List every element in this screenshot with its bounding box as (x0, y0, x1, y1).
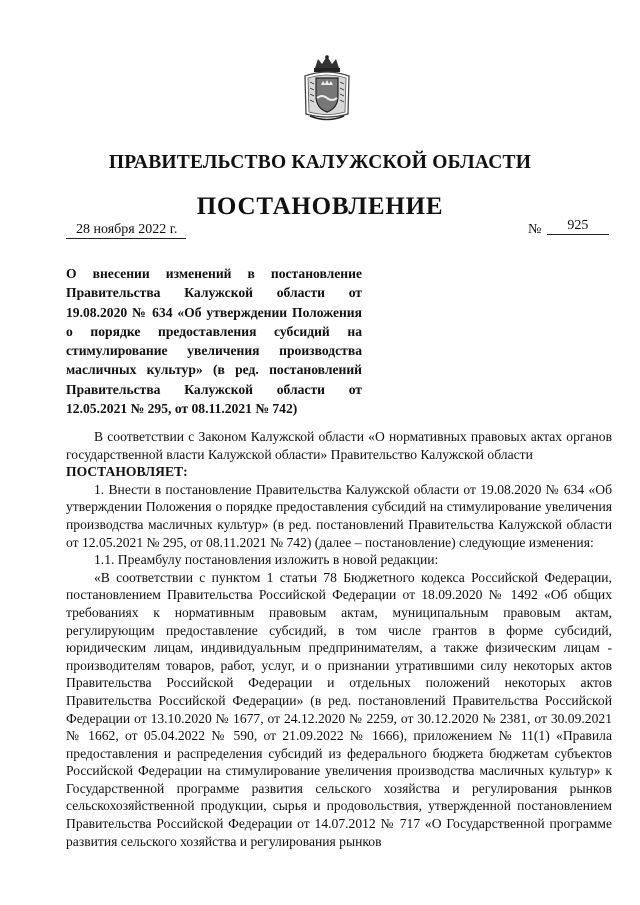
document-number: 925 (547, 218, 609, 235)
resolves-heading: ПОСТАНОВЛЯЕТ: (66, 464, 188, 480)
document-type: ПОСТАНОВЛЕНИЕ (196, 193, 444, 220)
quoted-preamble-paragraph: «В соответствии с пунктом 1 статьи 78 Бюджетного кодекса Российской Федерации, постановлением Правительства Российской Федерации от 18.09.2020 № 1492 «Об общих требованиях к нормативным правовым актам, муниципальным правовым актам, регулирующим предоставление субсидий, в том числе грантов в форме субсидий, юридическим лицам, индивидуальным предпринимателям, а также физическим лицам - производителям товаров, работ, услуг, и о признании утратившими силу некоторых актов Правительства Российской Федерации и отдельных положений некоторых актов Правительства Российской Федерации» (в ред. постановлений Правительства Российской Федерации от 13.10.2020 № 1677, от 24.12.2020 № 2259, от 30.12.2020 № 2381, от 30.09.2021 № 1662, от 05.04.2022 № 590, от 21.09.2022 № 1666), приложением № 11(1) «Правила предоставления и распределения субсидий из федерального бюджета бюджетам субъектов Российской Федерации на стимулирование увеличения производства масличных культур» к Государственной программе развития сельского хозяйства и регулирования рынков сельскохозяйственной продукции, сырья и продовольствия, утвержденной постановлением Правительства Российской Федерации от 14.07.2012 № 717 «О Государственной программе развития сельского хозяйства и регулирования рынков (66, 569, 612, 849)
document-number-block (528, 218, 609, 239)
document-subject: О внесении изменений в постановление Правительства Калужской области от 19.08.2020 № 634 «Об утверждении Положения о порядке предоставления субсидий на стимулирование увеличения производства масличных культур» (в ред. постановлений Правительства Калужской области от 12.05.2021 № 295, от 08.11.2021 № 742) (66, 266, 362, 417)
intro-paragraph: В соответствии с Законом Калужской области «О нормативных правовых актах органов государственной власти Калужской области» Правительство Калужской области (66, 429, 612, 462)
item-1-1-paragraph: 1.1. Преамбулу постановления изложить в новой редакции: (94, 552, 439, 568)
number-sign: № (528, 222, 542, 237)
government-title: ПРАВИТЕЛЬСТВО КАЛУЖСКОЙ ОБЛАСТИ (108, 152, 532, 173)
document-date: 28 ноября 2022 г. (66, 222, 186, 239)
kaluga-coat-of-arms-icon (302, 54, 352, 124)
item-1-paragraph: 1. Внести в постановление Правительства Калужской области от 19.08.2020 № 634 «Об утверждении Положения о порядке предоставления субсидий на стимулирование увеличения производства масличных культур» (в ред. постановлений Правительства Калужской области от 12.05.2021 № 295, от 08.11.2021 № 742) (далее – постановление) следующие изменения: (66, 481, 612, 550)
document-body (66, 428, 612, 850)
